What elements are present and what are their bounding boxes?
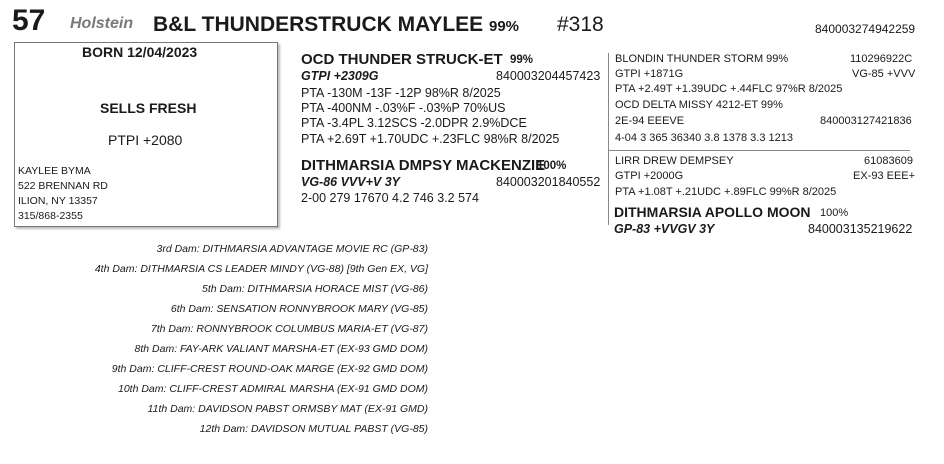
- sire-of-dam-name: LIRR DREW DEMPSEY: [615, 155, 734, 167]
- dam-of-sire-reg: 840003127421836: [820, 115, 912, 127]
- dam-lineage-item: 7th Dam: RONNYBROOK COLUMBUS MARIA-ET (VG-87): [150, 323, 428, 335]
- sire-of-dam-gtpi: GTPI +2000G: [615, 170, 684, 182]
- sire-pta-4: PTA +2.69T +1.70UDC +.23FLC 98%R 8/2025: [301, 132, 560, 146]
- lot-number: 57: [12, 4, 46, 37]
- dam-classification: VG-86 VVV+V 3Y: [301, 175, 401, 189]
- sire-of-dam-reg: 61083609: [864, 155, 913, 167]
- dam-name: DITHMARSIA DMPSY MACKENZIE: [301, 157, 546, 174]
- dam-of-dam-name: DITHMARSIA APOLLO MOON: [614, 204, 811, 220]
- sire-of-sire-reg: 110296922C: [850, 53, 913, 65]
- registration-number: 840003274942259: [815, 22, 916, 36]
- ptpi-value: PTPI +2080: [108, 132, 183, 148]
- birth-date: BORN 12/04/2023: [82, 44, 198, 60]
- dam-record: 2-00 279 17670 4.2 746 3.2 574: [301, 191, 479, 205]
- consignor-street: 522 BRENNAN RD: [18, 180, 108, 192]
- sire-of-sire-gtpi: GTPI +1871G: [615, 68, 684, 80]
- dam-lineage-item: 5th Dam: DITHMARSIA HORACE MIST (VG-86): [202, 283, 428, 295]
- sire-of-dam-class: EX-93 EEE+: [853, 170, 916, 182]
- sire-reg: 840003204457423: [496, 69, 601, 83]
- dam-lineage-item: 10th Dam: CLIFF-CREST ADMIRAL MARSHA (EX-91 GMD DOM): [118, 383, 428, 395]
- pedigree-divider-horizontal: [608, 150, 910, 151]
- pedigree-divider-vertical: [608, 53, 609, 225]
- breed-label: Holstein: [70, 15, 134, 32]
- dam-reg: 840003201840552: [496, 175, 601, 189]
- sire-of-sire-pta: PTA +2.49T +1.39UDC +.44FLC 97%R 8/2025: [615, 83, 843, 95]
- sale-status: SELLS FRESH: [100, 100, 197, 116]
- dam-lineage-item: 4th Dam: DITHMARSIA CS LEADER MINDY (VG-88) [9th Gen EX, VG]: [94, 263, 428, 275]
- dam-of-dam-class: GP-83 +VVGV 3Y: [614, 222, 715, 236]
- sire-name: OCD THUNDER STRUCK-ET: [301, 51, 503, 68]
- dam-percent: 100%: [537, 160, 567, 172]
- animal-percent: 99%: [489, 18, 520, 35]
- consignor-name: KAYLEE BYMA: [18, 165, 91, 177]
- sire-of-sire-name: BLONDIN THUNDER STORM 99%: [615, 53, 789, 65]
- sire-of-sire-class: VG-85 +VVV: [852, 68, 916, 80]
- dam-lineage-item: 11th Dam: DAVIDSON PABST ORMSBY MAT (EX-91 GMD): [147, 403, 428, 415]
- dam-of-dam-reg: 840003135219622: [808, 222, 913, 236]
- dam-lineage-item: 9th Dam: CLIFF-CREST ROUND-OAK MARGE (EX-92 GMD DOM): [111, 363, 428, 375]
- dam-lineage-item: 6th Dam: SENSATION RONNYBROOK MARY (VG-85): [170, 303, 428, 315]
- ear-tag: #318: [557, 13, 604, 36]
- animal-name: B&L THUNDERSTRUCK MAYLEE: [153, 13, 484, 36]
- consignor-city: ILION, NY 13357: [18, 195, 98, 207]
- sire-gtpi: GTPI +2309G: [301, 69, 379, 83]
- sire-pta-3: PTA -3.4PL 3.12SCS -2.0DPR 2.9%DCE: [301, 116, 527, 130]
- dam-of-dam-percent: 100%: [820, 207, 849, 219]
- sire-pta-1: PTA -130M -13F -12P 98%R 8/2025: [301, 86, 501, 100]
- dam-of-sire-record: 4-04 3 365 36340 3.8 1378 3.3 1213: [615, 132, 793, 144]
- dam-lineage-item: 3rd Dam: DITHMARSIA ADVANTAGE MOVIE RC (GP-83): [156, 243, 428, 255]
- dam-lineage-item: 8th Dam: FAY-ARK VALIANT MARSHA-ET (EX-93 GMD DOM): [134, 343, 428, 355]
- sire-of-dam-pta: PTA +1.08T +.21UDC +.89FLC 99%R 8/2025: [615, 186, 837, 198]
- sire-pta-2: PTA -400NM -.03%F -.03%P 70%US: [301, 101, 506, 115]
- dam-of-sire-class: 2E-94 EEEVE: [615, 115, 685, 127]
- sire-percent: 99%: [510, 54, 534, 66]
- dam-of-sire-name: OCD DELTA MISSY 4212-ET 99%: [615, 99, 783, 111]
- consignor-phone: 315/868-2355: [18, 210, 83, 222]
- dam-lineage-item: 12th Dam: DAVIDSON MUTUAL PABST (VG-85): [199, 423, 428, 435]
